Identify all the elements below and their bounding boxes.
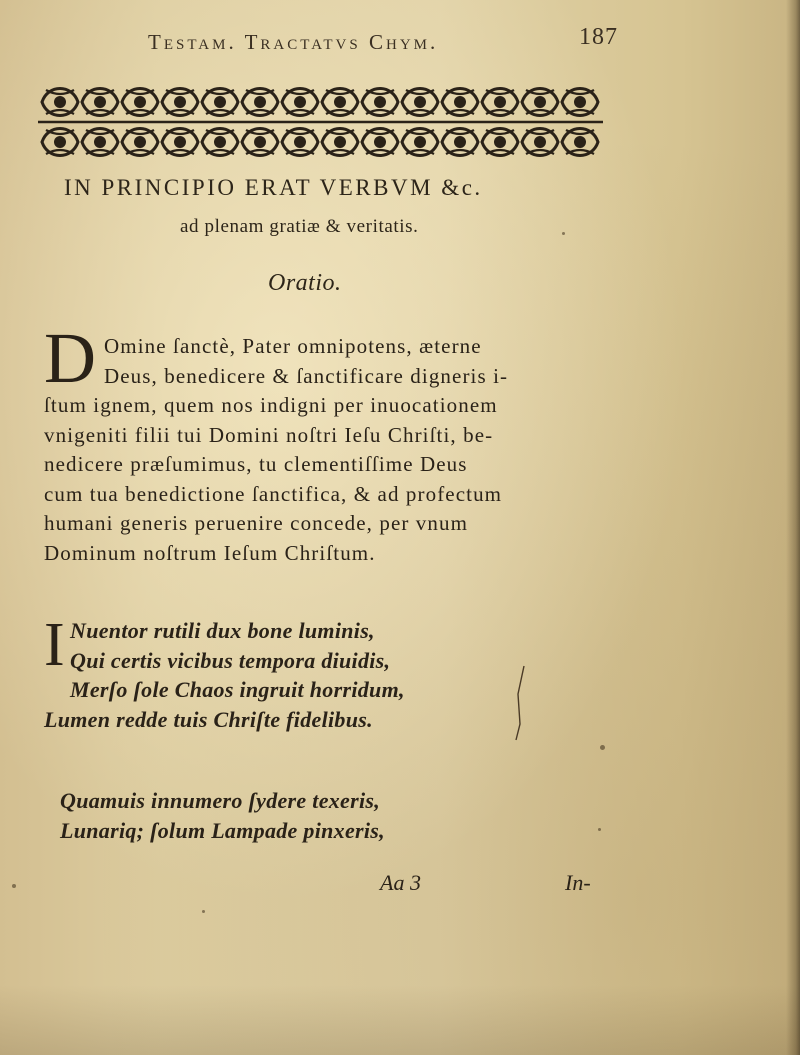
prayer-line: Deus, benedicere & ſanctificare digneris i- — [104, 363, 509, 388]
hymn-line: Lunariq; ſolum Lampade pinxeris, — [60, 817, 385, 843]
chapter-heading: IN PRINCIPIO ERAT VERBVM &c. — [64, 175, 483, 200]
prayer-line: ſtum ignem, quem nos indigni per inuocationem — [44, 393, 498, 417]
catchword: In- — [565, 870, 591, 895]
paper-speck — [598, 828, 601, 831]
paper-speck — [202, 910, 205, 913]
ornament-band-icon — [38, 80, 603, 166]
page-edge-shadow — [786, 0, 800, 1055]
dropcap-d: D — [44, 318, 96, 398]
hymn-line: Qui certis vicibus tempora diuidis, — [70, 647, 391, 673]
running-head — [148, 24, 618, 64]
hymn-line: Merſo ſole Chaos ingruit horridum, — [70, 677, 405, 702]
signature-mark: Aa 3 — [380, 870, 421, 895]
page-bottom-shadow — [0, 985, 800, 1055]
margin-bracket-mark — [510, 664, 530, 742]
prayer-text — [44, 332, 624, 568]
hymn-line: Quamuis innumero ſydere texeris, — [60, 788, 381, 813]
hymn-line: Nuentor rutili dux bone luminis, — [70, 618, 375, 643]
prayer-line: cum tua benedictione ſanctifica, & ad profectum — [44, 481, 503, 506]
prayer-line: nedicere præſumimus, tu clementiſſime Deus — [44, 452, 468, 476]
paper-speck — [562, 232, 565, 235]
prayer-line: vnigeniti filii tui Domini noſtri Ieſu Chriſti, be- — [44, 422, 494, 447]
section-label: Oratio. — [268, 270, 342, 296]
running-title: Testam. Tractatvs Chym. — [148, 30, 439, 54]
prayer-line: humani generis peruenire concede, per vnum — [44, 511, 469, 535]
hymn-stanza-1 — [44, 611, 544, 734]
prayer-line: Omine ſanctè, Pater omnipotens, æterne — [104, 334, 482, 358]
chapter-subheading: ad plenam gratiæ & veritatis. — [180, 216, 419, 237]
hymn-line: Lumen redde tuis Chriſte fidelibus. — [44, 706, 373, 732]
dropcap-i: I — [44, 611, 65, 679]
paper-speck — [12, 884, 16, 888]
prayer-line: Dominum noſtrum Ieſum Chriſtum. — [44, 540, 376, 565]
hymn-stanza-2 — [60, 786, 540, 845]
paper-speck — [600, 745, 605, 750]
page-number: 187 — [579, 24, 618, 50]
